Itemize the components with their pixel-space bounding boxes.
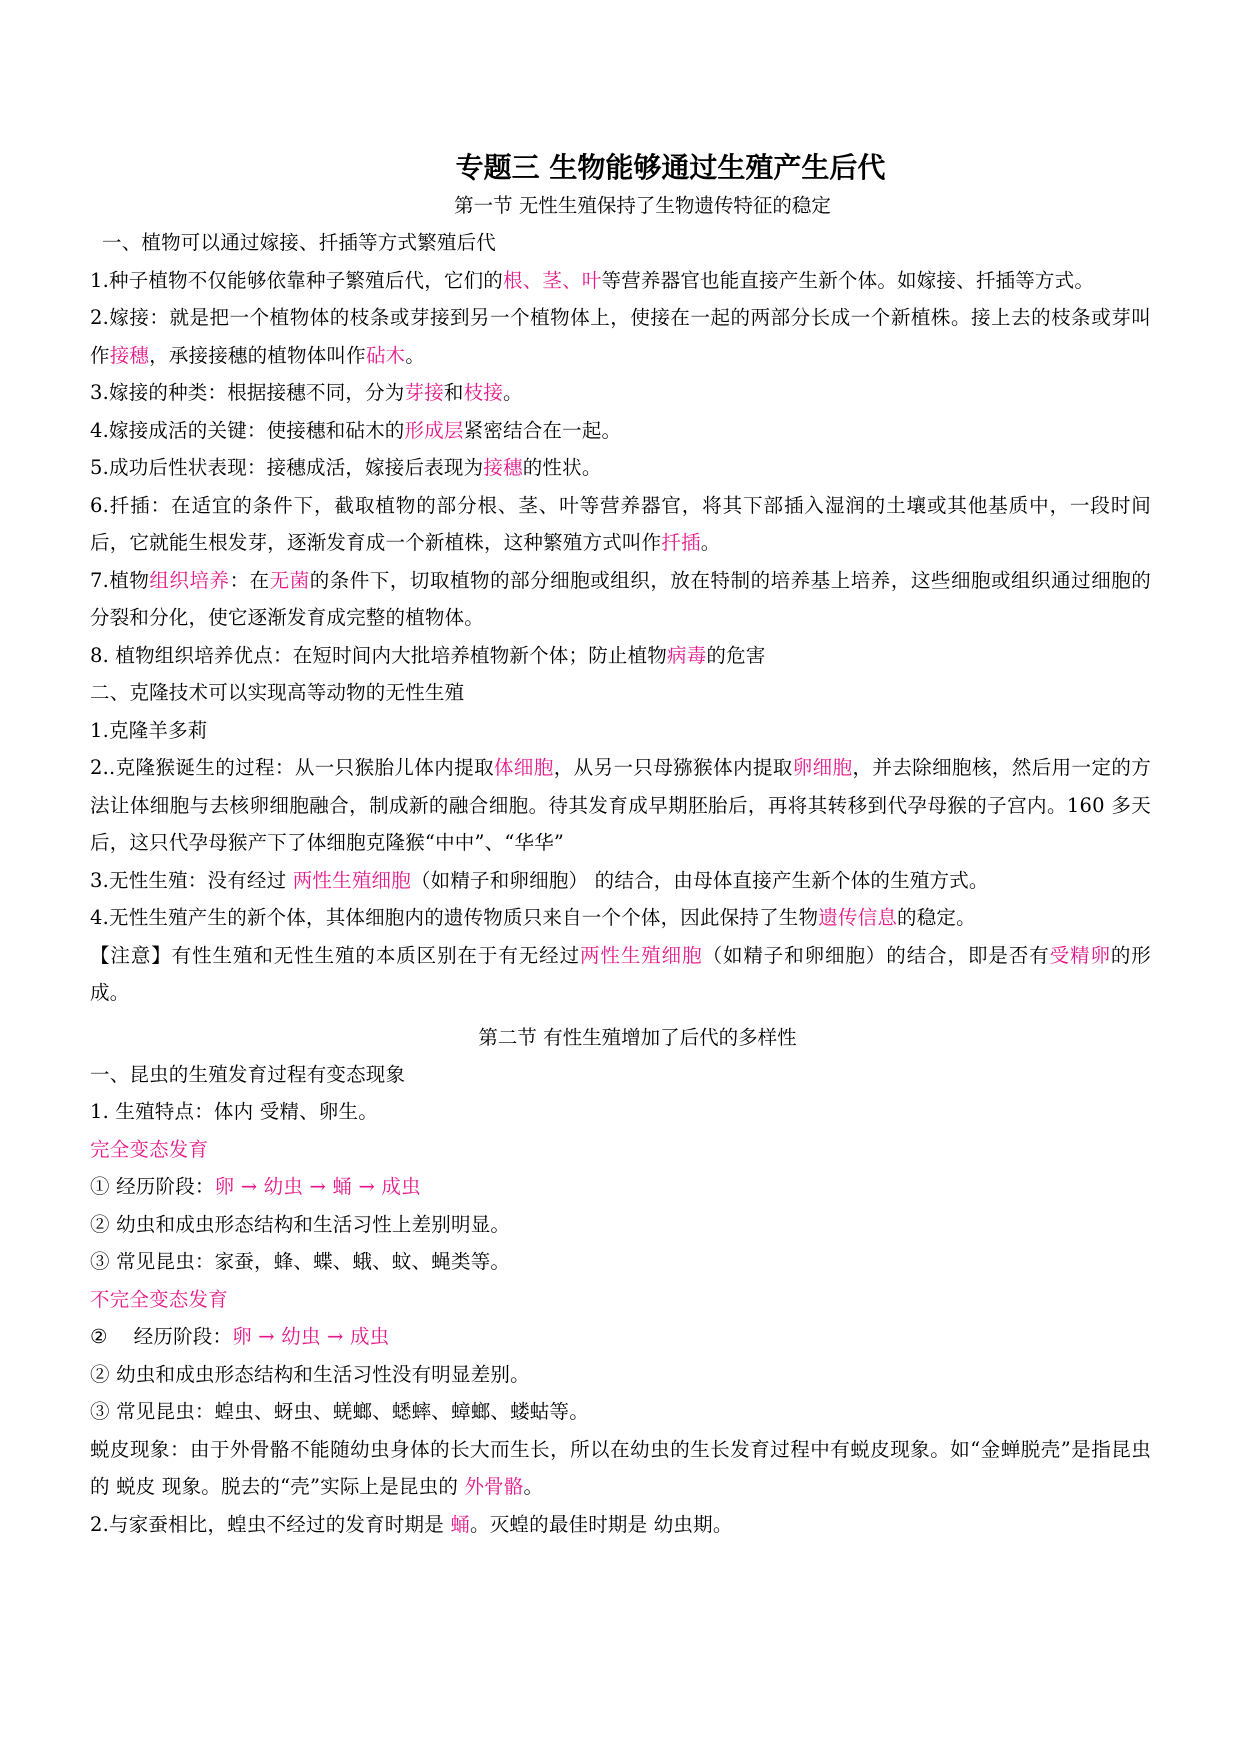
- text: 3.嫁接的种类：根据接穗不同，分为: [90, 381, 405, 404]
- text: 和: [443, 381, 464, 404]
- highlight: 扦插: [661, 531, 701, 554]
- highlight: 形成层: [404, 418, 464, 442]
- section-1-heading: 第一节 无性生殖保持了生物遗传特征的稳定: [454, 194, 831, 217]
- highlight: 两性生殖细胞: [580, 943, 703, 967]
- paragraph-10: [90, 749, 1151, 862]
- text: ②: [90, 1325, 108, 1348]
- complete-stages: [90, 1168, 1151, 1206]
- subheading-2: 二、克隆技术可以实现高等动物的无性生殖: [90, 681, 465, 704]
- text: ，承接接穗的植物体叫作: [149, 343, 366, 367]
- highlight: 卵细胞: [792, 756, 853, 779]
- text: ，从另一只母猕猴体内提取: [553, 756, 793, 779]
- complete-line-2: ② 幼虫和成虫形态结构和生活习性上差别明显。: [90, 1212, 511, 1236]
- subheading-3: 一、昆虫的生殖发育过程有变态现象: [90, 1062, 406, 1086]
- text: 紧密结合在一起。: [463, 418, 622, 442]
- text: ① 经历阶段：: [90, 1175, 215, 1198]
- incomplete-metamorphosis-label: 不完全变态发育: [90, 1287, 228, 1311]
- text: 。: [523, 1475, 544, 1498]
- text: 的危害: [706, 643, 766, 667]
- highlight: 接穗: [109, 343, 150, 367]
- paragraph-7: [90, 562, 1151, 637]
- incomplete-line-2: ② 幼虫和成虫形态结构和生活习性没有明显差别。: [90, 1362, 530, 1386]
- text: 的形成。: [90, 943, 1152, 1004]
- incomplete-line-3: ③ 常见昆虫：蝗虫、蚜虫、蜣螂、蟋蟀、蟑螂、蝼蛄等。: [90, 1400, 589, 1423]
- text: （如精子和卵细胞）的结合，即是否有: [702, 943, 1050, 967]
- highlight: 组织培养: [149, 568, 230, 592]
- paragraph-8: [90, 637, 1151, 675]
- highlight: 外骨骼: [464, 1475, 524, 1498]
- paragraph-2: [90, 299, 1151, 374]
- complete-line-3: ③ 常见昆虫：家蚕，蜂、蝶、蛾、蚊、蝇类等。: [90, 1250, 511, 1273]
- highlight: 蛹: [450, 1512, 471, 1536]
- text: ，并去除细胞核，然后用一定的方法让体细胞与去核卵细胞融合，制成新的融合细胞。待其发育成早期胚胎后，再将其转移到代孕母猴的子宫内。160 多天后，这只代孕母猴产下了体细胞克隆猴“中中”、“华华”: [90, 756, 1151, 854]
- highlight: 根、茎、叶: [503, 268, 602, 292]
- highlight: 病毒: [667, 643, 707, 667]
- text: 。: [405, 343, 425, 367]
- paragraph-5: [90, 449, 1151, 487]
- text: 5.成功后性状表现：接穗成活，嫁接后表现为: [90, 456, 484, 479]
- paragraph-3: [90, 374, 1151, 412]
- text: （如精子和卵细胞） 的结合，由母体直接产生新个体的生殖方式。: [410, 868, 989, 892]
- text: 等营养器官也能直接产生新个体。如嫁接、扦插等方式。: [601, 268, 1095, 292]
- highlight: 芽接: [404, 381, 444, 404]
- text: 4.嫁接成活的关键：使接穗和砧木的: [90, 418, 405, 442]
- highlight: 接穗: [483, 456, 523, 479]
- paragraph-11: [90, 862, 1151, 900]
- highlight: 卵 → 幼虫 → 蛹 → 成虫: [214, 1175, 421, 1198]
- highlight: 两性生殖细胞: [292, 868, 411, 892]
- section-2-heading: 第二节 有性生殖增加了后代的多样性: [478, 1025, 797, 1049]
- text: 。: [700, 531, 721, 554]
- text: 2.与家蚕相比，蝗虫不经过的发育时期是: [90, 1512, 451, 1536]
- paragraph-1: [90, 262, 1151, 300]
- text: 1.种子植物不仅能够依靠种子繁殖后代，它们的: [90, 268, 504, 292]
- highlight: 砧木: [365, 343, 406, 367]
- complete-metamorphosis-label: 完全变态发育: [90, 1137, 209, 1161]
- text: 的稳定。: [897, 906, 976, 929]
- text: 6.扦插：在适宜的条件下，截取植物的部分根、茎、叶等营养器官，将其下部插入湿润的土壤或其他基质中，一段时间后，它就能生根发芽，逐渐发育成一个新植株，这种繁殖方式叫作: [90, 493, 1151, 554]
- paragraph-9: 1.克隆羊多莉: [90, 718, 208, 742]
- subheading-1: 一、植物可以通过嫁接、扦插等方式繁殖后代: [102, 231, 497, 254]
- text: 蜕皮现象：由于外骨骼不能随幼虫身体的长大而生长，所以在幼虫的生长发育过程中有蜕皮现象。如“金蝉脱壳”是指昆虫的 蜕皮 现象。脱去的“壳”实际上是昆虫的: [90, 1437, 1151, 1498]
- note-paragraph: [90, 937, 1151, 1012]
- highlight: 体细胞: [494, 756, 554, 779]
- highlight: 受精卵: [1049, 943, 1111, 967]
- text: 8. 植物组织培养优点：在短时间内大批培养植物新个体；防止植物: [90, 643, 668, 667]
- text: 。灭蝗的最佳时期是 幼虫期。: [470, 1512, 733, 1536]
- text: 经历阶段：: [133, 1325, 233, 1348]
- text: ：在: [229, 568, 270, 592]
- highlight: 无菌: [269, 568, 310, 592]
- page-title: 专题三 生物能够通过生殖产生后代: [455, 151, 886, 184]
- text: 。: [503, 381, 523, 404]
- text: 3.无性生殖：没有经过: [90, 868, 293, 892]
- highlight: 枝接: [463, 381, 504, 404]
- text: 2..克隆猴诞生的过程：从一只猴胎儿体内提取: [90, 756, 494, 779]
- text: 【注意】有性生殖和无性生殖的本质区别在于有无经过: [90, 943, 581, 967]
- paragraph-6: [90, 487, 1151, 562]
- text: 的性状。: [522, 456, 602, 479]
- paragraph-4: [90, 412, 1151, 450]
- highlight: 卵 → 幼虫 → 成虫: [232, 1325, 390, 1348]
- last-paragraph: [90, 1506, 1151, 1544]
- text: 4.无性生殖产生的新个体，其体细胞内的遗传物质只来自一个个体，因此保持了生物: [90, 906, 819, 929]
- incomplete-stages: [90, 1318, 1151, 1356]
- molt-paragraph: [90, 1431, 1151, 1506]
- text: 2.嫁接：就是把一个植物体的枝条或芽接到另一个植物体上，使接在一起的两部分长成一个新植株。接上去的枝条或芽叫作: [90, 306, 1151, 367]
- highlight: 遗传信息: [818, 906, 898, 929]
- paragraph-12: [90, 899, 1151, 937]
- paragraph-13: 1. 生殖特点：体内 受精、卵生。: [90, 1100, 378, 1123]
- text: 7.植物: [90, 568, 150, 592]
- text: 的条件下，切取植物的部分细胞或组织，放在特制的培养基上培养，这些细胞或组织通过细胞的分裂和分化，使它逐渐发育成完整的植物体。: [90, 568, 1151, 629]
